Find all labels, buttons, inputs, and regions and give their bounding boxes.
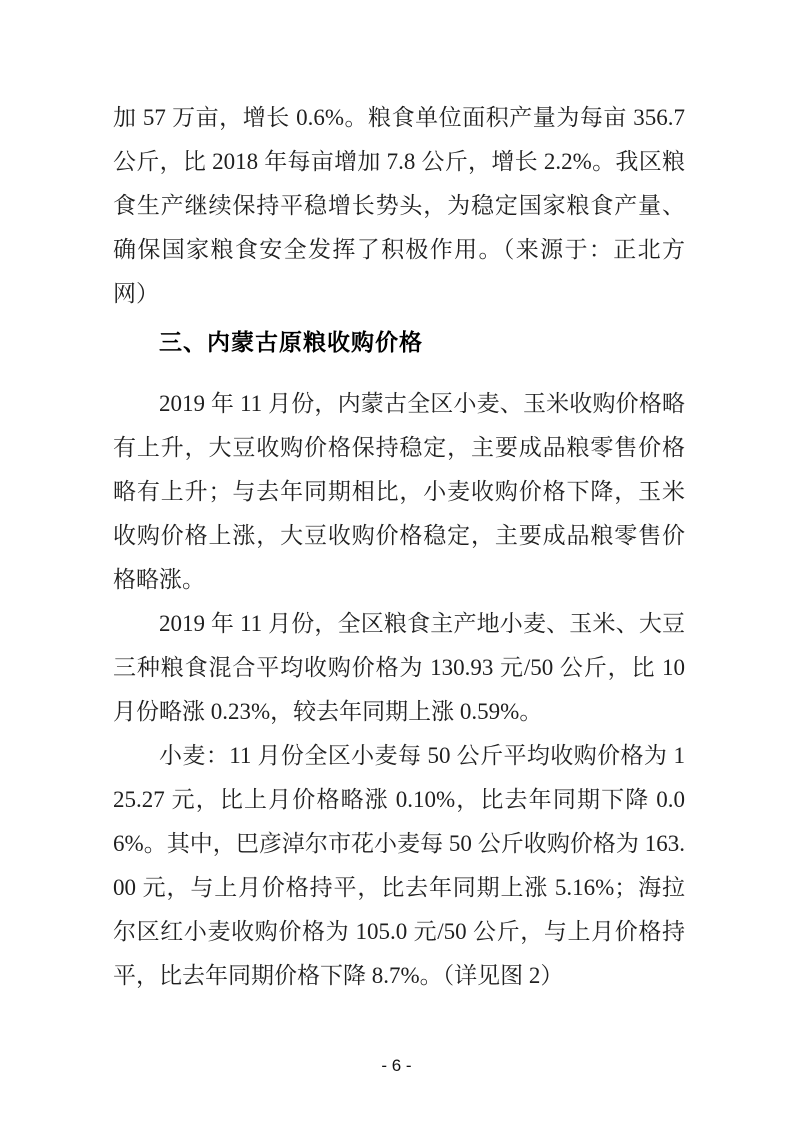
paragraph-price-overview: 2019 年 11 月份，内蒙古全区小麦、玉米收购价格略有上升，大豆收购价格保持稳定，主要成品粮零售价格略有上升；与去年同期相比，小麦收购价格下降，玉米收购价格上涨，大豆收购价格稳定，主要成品粮零售价格略涨。 (113, 391, 685, 592)
paragraph-mixed-average-price: 2019 年 11 月份，全区粮食主产地小麦、玉米、大豆三种粮食混合平均收购价格为 130.93 元/50 公斤，比 10 月份略涨 0.23%，较去年同期上涨 0.59%。 (113, 611, 685, 724)
paragraph-grain-production-continuation: 加 57 万亩，增长 0.6%。粮食单位面积产量为每亩 356.7 公斤，比 2018 年每亩增加 7.8 公斤，增长 2.2%。我区粮食生产继续保持平稳增长势头，为稳定国家粮食产量、确保国家粮食安全发挥了积极作用。（来源于：正北方网） (113, 105, 685, 306)
page-content (113, 96, 685, 998)
paragraph-wheat-price: 小麦：11 月份全区小麦每 50 公斤平均收购价格为 125.27 元，比上月价格略涨 0.10%，比去年同期下降 0.06%。其中，巴彦淖尔市花小麦每 50 公斤收购价格为 163.00 元，与上月价格持平，比去年同期上涨 5.16%；海拉尔区红小麦收购价格为 105.0 元/50 公斤，与上月价格持平，比去年同期价格下降 8.7%。（详见图 2） (113, 743, 685, 988)
page-number: - 6 - (381, 1056, 412, 1075)
section-heading: 三、内蒙古原粮收购价格 (159, 329, 423, 355)
page-footer (0, 1056, 793, 1076)
